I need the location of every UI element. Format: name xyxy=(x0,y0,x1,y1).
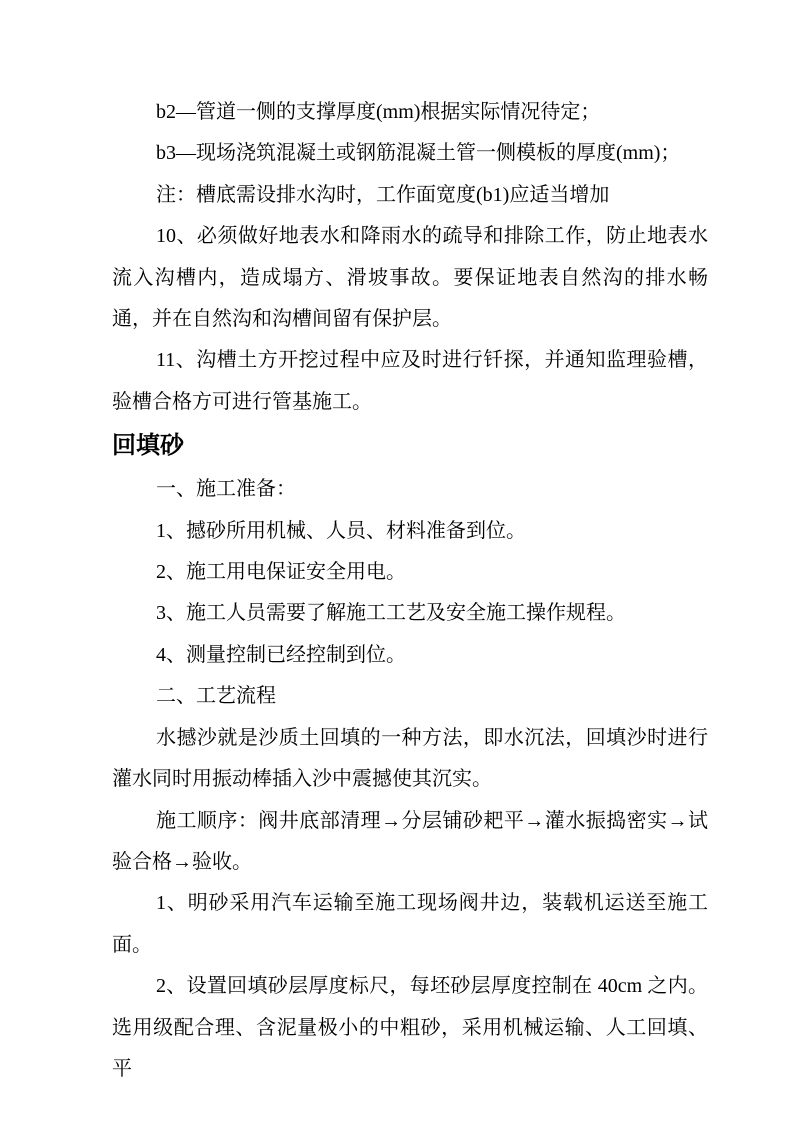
document-body xyxy=(112,92,708,1090)
paragraph: 注：槽底需设排水沟时，工作面宽度(b1)应适当增加 xyxy=(156,183,610,206)
paragraph: 4、测量控制已经控制到位。 xyxy=(156,643,406,666)
paragraph: 1、明砂采用汽车运输至施工现场阀井边，装载机运送至施工面。 xyxy=(112,892,708,956)
paragraph: 10、必须做好地表水和降雨水的疏导和排除工作，防止地表水流入沟槽内，造成塌方、滑坡事故。要保证地表自然沟的排水畅通，并在自然沟和沟槽间留有保护层。 xyxy=(112,225,708,331)
paragraph: 3、施工人员需要了解施工工艺及安全施工操作规程。 xyxy=(156,602,626,625)
paragraph: 二、工艺流程 xyxy=(156,685,276,708)
paragraph: 施工顺序：阀井底部清理→分层铺砂耙平→灌水振捣密实→试验合格→验收。 xyxy=(112,809,708,873)
paragraph: 水撼沙就是沙质土回填的一种方法，即水沉法，回填沙时进行灌水同时用振动棒插入沙中震撼使其沉实。 xyxy=(112,726,708,791)
paragraph: 1、撼砂所用机械、人员、材料准备到位。 xyxy=(156,519,526,542)
section-heading: 回填砂 xyxy=(112,433,184,460)
paragraph: b2—管道一侧的支撑厚度(mm)根据实际情况待定； xyxy=(156,101,601,123)
paragraph: 2、施工用电保证安全用电。 xyxy=(156,561,406,584)
paragraph: 11、沟槽土方开挖过程中应及时进行钎探，并通知监理验槽，验槽合格方可进行管基施工。 xyxy=(112,349,708,413)
paragraph: 一、施工准备： xyxy=(156,478,296,501)
paragraph: b3—现场浇筑混凝土或钢筋混凝土管一侧模板的厚度(mm)； xyxy=(156,142,681,165)
paragraph: 2、设置回填砂层厚度标尺，每坯砂层厚度控制在 40cm 之内。选用级配合理、含泥量极小的中粗砂，采用机械运输、人工回填、平 xyxy=(112,975,708,1080)
